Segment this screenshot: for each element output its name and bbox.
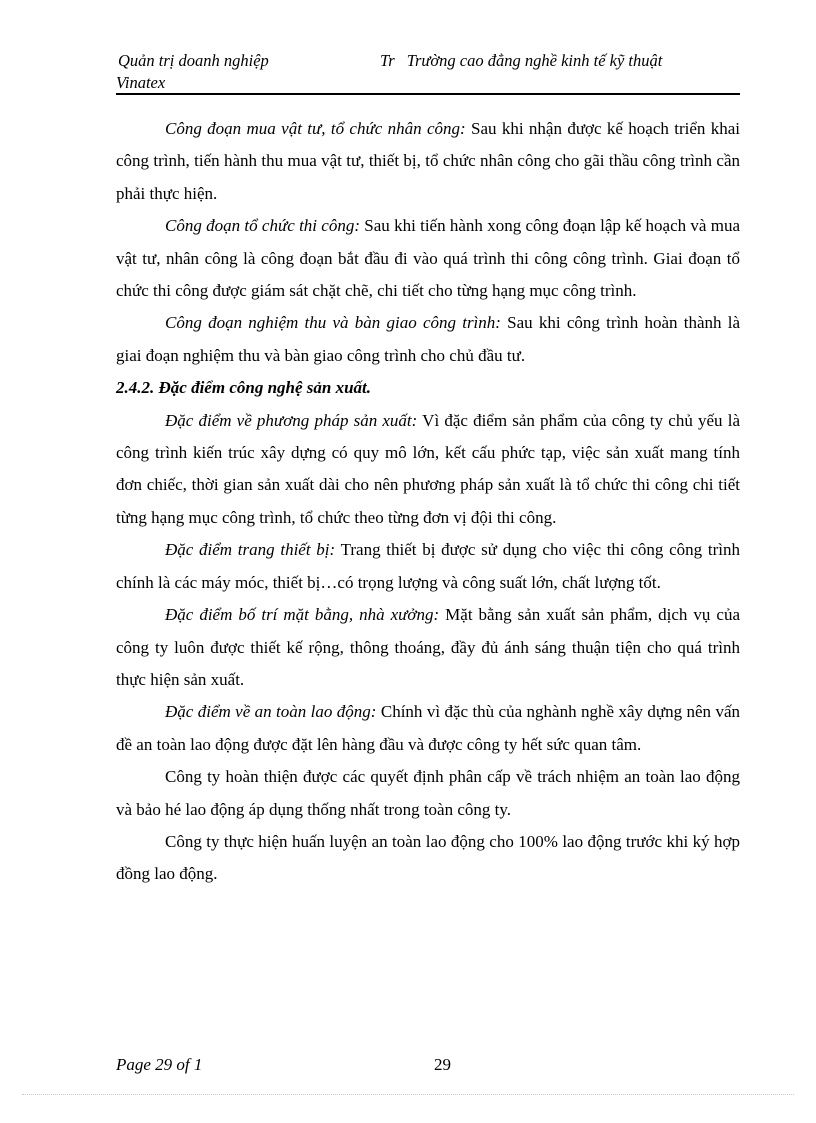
footer-page-label: Page 29 of 1 bbox=[116, 1055, 203, 1074]
paragraph-mat-bang bbox=[116, 599, 740, 696]
footer-page-number: 29 bbox=[434, 1055, 451, 1074]
paragraph-phuong-phap bbox=[116, 405, 740, 535]
header-rule bbox=[116, 93, 740, 95]
paragraph-lead: Công đoạn mua vật tư, tổ chức nhân công: bbox=[165, 119, 466, 138]
header-right bbox=[380, 51, 662, 71]
paragraph-text: Vì đặc điểm sản phẩm của công ty chủ yếu là công trình kiến trúc xây dựng có quy mô lớn, kết cấu phức tạp, việc sản xuất mang tính đơn chiếc, thời gian sản xuất dài cho nên phương pháp sản xuất là tổ chức thi công chi tiết từng hạng mục công trình, tổ chức theo từng đơn vị đội thi công. bbox=[116, 410, 740, 527]
paragraph-thi-cong bbox=[116, 210, 740, 307]
paragraph-huan-luyen: Công ty thực hiện huấn luyện an toàn lao động cho 100% lao động trước khi ký hợp đồng lao động. bbox=[116, 831, 740, 884]
header-right-title: Trường cao đẳng nghề kinh tế kỹ thuật bbox=[406, 51, 663, 70]
paragraph-lead: Đặc điểm trang thiết bị: bbox=[165, 540, 336, 560]
paragraph-text: Sau khi tiến hành xong công đoạn lập kế hoạch và mua vật tư, nhân công là công đoạn bắt đầu đi vào quá trình thi công công trình. Giai đoạn tổ chức thi công được giám sát chặt chẽ, chi tiết cho từng hạng mục công trình. bbox=[116, 216, 741, 301]
header-left-title: Quản trị doanh nghiệp bbox=[118, 51, 269, 70]
section-heading: 2.4.2. Đặc điểm công nghệ sản xuất. bbox=[116, 378, 372, 398]
paragraph-trang-thiet-bi bbox=[116, 534, 740, 599]
paragraph-text: Trang thiết bị được sử dụng cho việc thi công công trình chính là các máy móc, thiết bị…có trọng lượng và công suất lớn, chất lượng tốt. bbox=[116, 540, 740, 592]
paragraph-nghiem-thu bbox=[116, 307, 740, 372]
paragraph-lead: Công đoạn tổ chức thi công: bbox=[165, 216, 361, 236]
paragraph-text: Sau khi công trình hoàn thành là giai đoạn nghiệm thu và bàn giao công trình cho chủ đầu tư. bbox=[116, 313, 740, 365]
paragraph-text: Sau khi nhận được kế hoạch triển khai công trình, tiến hành thu mua vật tư, thiết bị, tổ chức nhân công cho gãi thầu công trình cần phải thực hiện. bbox=[116, 119, 740, 203]
paragraph-an-toan bbox=[116, 696, 740, 761]
header-right-prefix: Tr bbox=[380, 51, 395, 70]
header-left-subtitle: Vinatex bbox=[116, 73, 166, 92]
paragraph-text: Mặt bằng sản xuất sản phẩm, dịch vụ của công ty luôn được thiết kế rộng, thông thoáng, đầy đủ ánh sáng thuận tiện cho quá trình thực hiện sản xuất. bbox=[116, 605, 740, 689]
paragraph-lead: Công đoạn nghiệm thu và bàn giao công trình: bbox=[165, 313, 501, 333]
paragraph-lead: Đặc điểm về an toàn lao động: bbox=[165, 702, 377, 722]
document-body bbox=[116, 113, 740, 891]
paragraph-lead: Đặc điểm bố trí mặt bằng, nhà xưởng: bbox=[165, 605, 440, 625]
paragraph-mua-vat-tu bbox=[116, 113, 740, 210]
paragraph-lead: Đặc điểm về phương pháp sản xuất: bbox=[165, 410, 418, 430]
page-bottom-rule bbox=[22, 1094, 794, 1095]
paragraph-phan-cap: Công ty hoàn thiện được các quyết định phân cấp về trách nhiệm an toàn lao động và bảo hé lao động áp dụng thống nhất trong toàn công ty. bbox=[116, 767, 740, 819]
paragraph-text: Chính vì đặc thù của nghành nghề xây dựng nên vấn đề an toàn lao động được đặt lên hàng đầu và được công ty hết sức quan tâm. bbox=[116, 702, 740, 754]
